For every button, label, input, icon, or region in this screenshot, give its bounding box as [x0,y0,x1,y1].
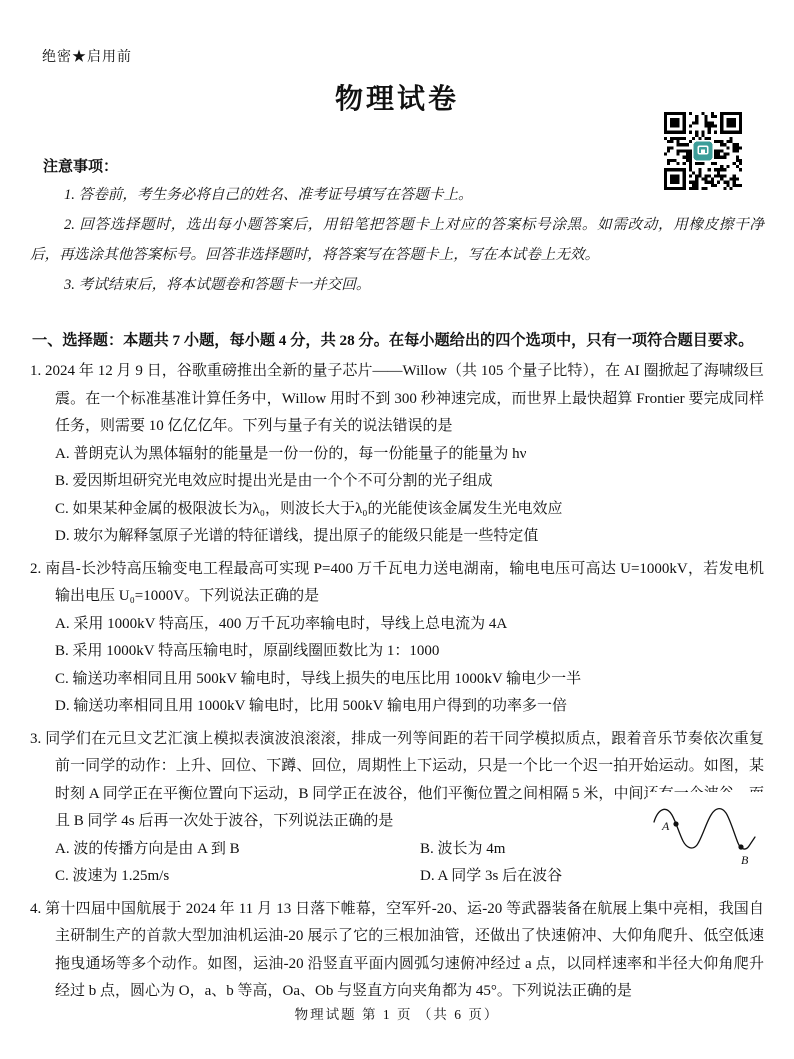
notice-item-2: 2. 回答选择题时，选出每小题答案后，用铅笔把答题卡上对应的答案标号涂黑。如需改动，用橡皮擦干净后，再选涂其他答案标号。回答非选择题时，将答案写在答题卡上，写在本试卷上无效。 [30,217,764,263]
classification-label: 绝密★启用前 [42,50,132,65]
question-2-option-a: A. 采用 1000kV 特高压，400 万千瓦功率输电时，导线上总电流为 4A [55,615,508,632]
notice-heading: 注意事项： [43,159,119,175]
section-heading: 一、选择题：本题共 7 小题，每小题 4 分，共 28 分。在每小题给出的四个选项中，只有一项符合题目要求。 [32,332,754,349]
question-4 [30,896,764,1006]
wave-point-b-dot [738,844,743,849]
notice-section [30,154,764,300]
question-3-option-d: D. A 同学 3s 后在波谷 [420,868,563,884]
question-2-stem: 2. 南昌-长沙特高压输变电工程最高可实现 P=400 万千瓦电力送电湖南，输电电压可高达 U=1000kV，若发电机输出电压 U₀=1000V。下列说法正确的是 [30,560,764,604]
question-1-option-a: A. 普朗克认为黑体辐射的能量是一份一份的，每一份能量子的能量为 hν [55,445,527,462]
question-3-stem: 3. 同学们在元旦文艺汇演上模拟表演波浪滚滚，排成一列等间距的若干同学模拟质点，跟着音乐节奏依次重复前一同学的动作：上升、回位、下蹲、回位，周期性上下运动，只是一个比一个迟一拍开始运动。如图，某时刻 A 同学正在平衡位置向下运动，B 同学正在波谷，他们平衡位置之间相隔 5 米，中间还有一个波谷，而且 B 同学 4s 后再一次处于波谷，下列说法正确的是 [30,730,764,829]
question-3-option-a: A. 波的传播方向是由 A 到 B [55,840,240,857]
question-1 [30,358,764,551]
qr-code-icon [664,112,742,190]
question-1-option-c: C. 如果某种金属的极限波长为λ₀，则波长大于λ₀的光能使该金属发生光电效应 [55,500,563,517]
question-1-option-b: B. 爱因斯坦研究光电效应时提出光是由一个个不可分割的光子组成 [55,473,493,489]
page-footer: 物理试题 第 1 页 （共 6 页） [294,1007,500,1022]
wave-point-a-dot [673,821,678,826]
page-title: 物理试卷 [334,84,459,115]
wave-label-a: A [662,819,670,833]
question-4-stem: 4. 第十四届中国航展于 2024 年 11 月 13 日落下帷幕，空军歼-20、运-20 等武器装备在航展上集中亮相，我国自主研制生产的首款大型加油机运油-20 展示了它的三根加油管，还做出了快速俯冲、大仰角爬升、低空低速拖曳通场等多个动作。如图，运油-20 沿竖直平面内圆弧匀速俯冲经过 a 点，以同样速率和半径大仰角爬升经过 b 点，圆心为 O，a、b 等高，Oa、Ob 与竖直方向夹角都为 45°。下列说法正确的是 [30,900,764,999]
question-1-option-d: D. 玻尔为解释氢原子光谱的特征谱线，提出原子的能级只能是一些特定值 [55,528,539,544]
question-3-option-b: B. 波长为 4m [420,840,506,857]
wave-label-b: B [741,853,749,867]
question-2-option-d: D. 输送功率相同且用 1000kV 输电时，比用 500kV 输电用户得到的功率多一倍 [55,698,567,714]
question-1-stem: 1. 2024 年 12 月 9 日，谷歌重磅推出全新的量子芯片——Willow（共 105 个量子比特），在 AI 圈掀起了海啸级巨震。在一个标准基准计算任务中，Willow 用时不到 300 秒神速完成，而世界上最快超算 Frontier 要完成同样任务，则需要 10 亿亿亿年。下列与量子有关的说法错误的是 [30,363,764,434]
notice-item-1: 1. 答卷前，考生务必将自己的姓名、准考证号填写在答题卡上。 [64,187,473,203]
question-2 [30,556,764,721]
wave-diagram [648,792,770,880]
question-2-option-c: C. 输送功率相同且用 500kV 输电时，导线上损失的电压比用 1000kV 输电少一半 [55,670,582,687]
question-2-option-b: B. 采用 1000kV 特高压输电时，原副线圈匝数比为 1：1000 [55,643,440,659]
notice-item-3: 3. 考试结束后，将本试题卷和答题卡一并交回。 [64,277,371,293]
question-3-option-c: C. 波速为 1.25m/s [55,868,170,884]
